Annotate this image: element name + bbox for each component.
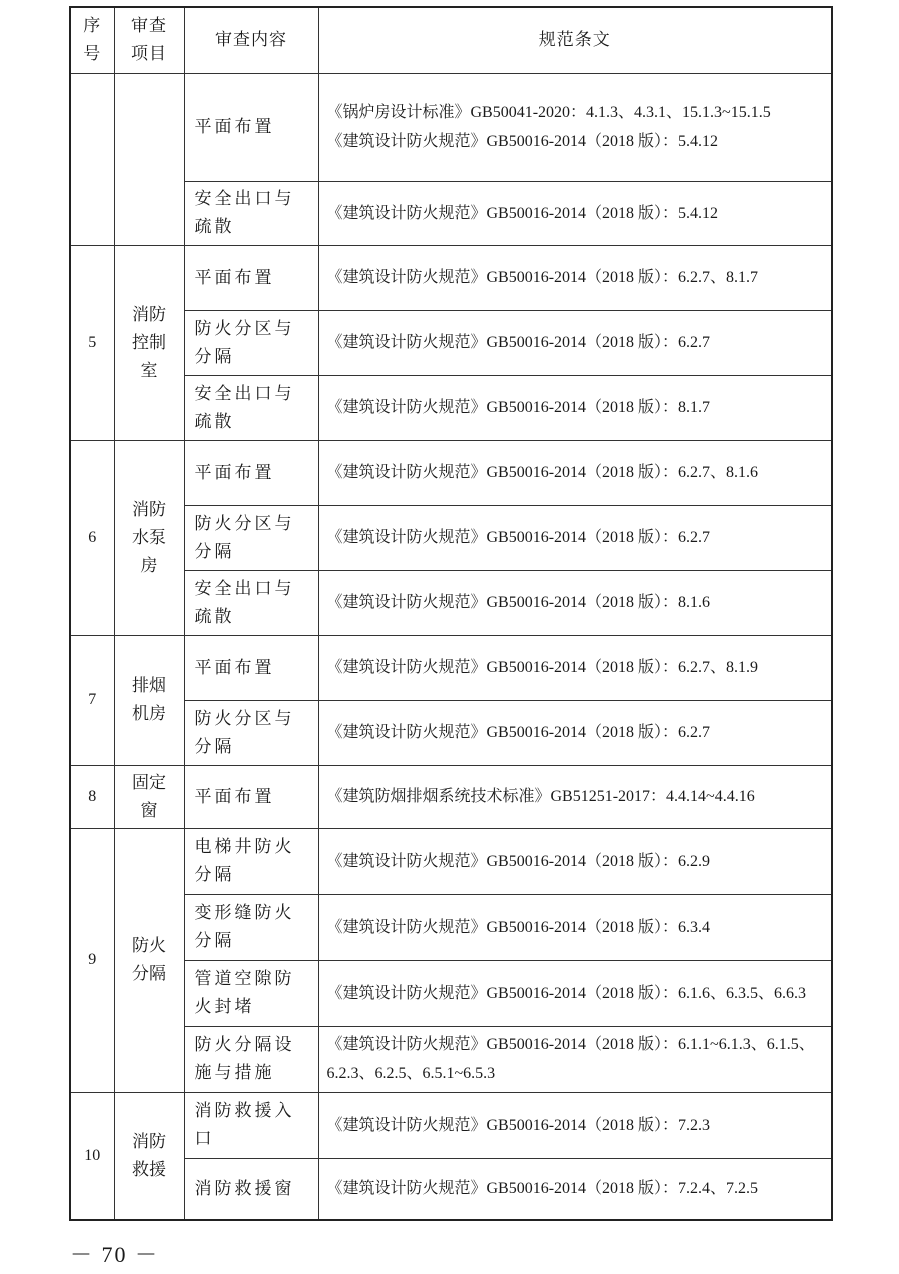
- table-row: [70, 700, 832, 765]
- row-rule: 《建筑设计防火规范》GB50016-2014（2018 版）：6.2.7、8.1.9: [318, 635, 832, 700]
- row-item: 固定窗: [114, 765, 184, 828]
- row-rule: 《建筑设计防火规范》GB50016-2014（2018 版）：6.2.7: [318, 505, 832, 570]
- table-row: [70, 960, 832, 1026]
- table-header-row: [70, 7, 832, 73]
- row-content: 防火分隔设施与措施: [184, 1026, 318, 1092]
- header-no: 序号: [70, 7, 114, 73]
- row-item: 消防水泵房: [114, 440, 184, 635]
- row-content: 管道空隙防火封堵: [184, 960, 318, 1026]
- row-content: 平面布置: [184, 440, 318, 505]
- table-row: [70, 894, 832, 960]
- table-row: [70, 570, 832, 635]
- row-content: 安全出口与疏散: [184, 570, 318, 635]
- table-row: [70, 181, 832, 245]
- row-content: 消防救援入口: [184, 1092, 318, 1158]
- table-row: [70, 375, 832, 440]
- row-rule: 《建筑设计防火规范》GB50016-2014（2018 版）：6.3.4: [318, 894, 832, 960]
- row-item: 消防救援: [114, 1092, 184, 1220]
- table-row: [70, 245, 832, 310]
- row-rule: 《建筑设计防火规范》GB50016-2014（2018 版）：7.2.3: [318, 1092, 832, 1158]
- row-rule: 《建筑设计防火规范》GB50016-2014（2018 版）：6.2.7、8.1.7: [318, 245, 832, 310]
- row-no: 9: [70, 828, 114, 1092]
- row-no: 10: [70, 1092, 114, 1220]
- row-content: 防火分区与分隔: [184, 505, 318, 570]
- row-content: 平面布置: [184, 635, 318, 700]
- table-row: [70, 828, 832, 894]
- table-row: [70, 505, 832, 570]
- spec-table: [69, 6, 833, 1221]
- row-content: 电梯井防火分隔: [184, 828, 318, 894]
- row-item: 消防控制室: [114, 245, 184, 440]
- table-row: [70, 440, 832, 505]
- row-rule: 《建筑设计防火规范》GB50016-2014（2018 版）：8.1.7: [318, 375, 832, 440]
- table-row: [70, 73, 832, 181]
- row-rule: 《建筑设计防火规范》GB50016-2014（2018 版）：6.2.7: [318, 700, 832, 765]
- row-rule: 《建筑设计防火规范》GB50016-2014（2018 版）：6.1.1~6.1.3、6.1.5、6.2.3、6.2.5、6.5.1~6.5.3: [318, 1026, 832, 1092]
- table-row: [70, 1026, 832, 1092]
- row-content: 防火分区与分隔: [184, 700, 318, 765]
- header-item: 审查项目: [114, 7, 184, 73]
- table-row: [70, 1158, 832, 1220]
- row-rule: 《建筑设计防火规范》GB50016-2014（2018 版）：6.2.7、8.1.6: [318, 440, 832, 505]
- row-content: 安全出口与疏散: [184, 375, 318, 440]
- row-no: 8: [70, 765, 114, 828]
- row-content: 平面布置: [184, 73, 318, 181]
- row-no: 5: [70, 245, 114, 440]
- row-no: [70, 73, 114, 245]
- row-no: 6: [70, 440, 114, 635]
- table-row: [70, 310, 832, 375]
- row-content: 消防救援窗: [184, 1158, 318, 1220]
- row-content: 防火分区与分隔: [184, 310, 318, 375]
- row-rule: 《建筑设计防火规范》GB50016-2014（2018 版）：8.1.6: [318, 570, 832, 635]
- row-rule: 《建筑设计防火规范》GB50016-2014（2018 版）：6.2.9: [318, 828, 832, 894]
- row-rule: 《锅炉房设计标准》GB50041-2020：4.1.3、4.3.1、15.1.3~15.1.5 《建筑设计防火规范》GB50016-2014（2018 版）：5.4.12: [318, 73, 832, 181]
- header-content: 审查内容: [184, 7, 318, 73]
- page-number: － 70 －: [70, 1242, 160, 1267]
- row-item: 防火分隔: [114, 828, 184, 1092]
- row-rule: 《建筑设计防火规范》GB50016-2014（2018 版）：5.4.12: [318, 181, 832, 245]
- row-content: 平面布置: [184, 245, 318, 310]
- row-content: 平面布置: [184, 765, 318, 828]
- table-row: [70, 1092, 832, 1158]
- row-rule: 《建筑设计防火规范》GB50016-2014（2018 版）：6.1.6、6.3.5、6.6.3: [318, 960, 832, 1026]
- row-item: [114, 73, 184, 245]
- row-rule: 《建筑防烟排烟系统技术标准》GB51251-2017：4.4.14~4.4.16: [318, 765, 832, 828]
- row-rule: 《建筑设计防火规范》GB50016-2014（2018 版）：7.2.4、7.2.5: [318, 1158, 832, 1220]
- row-content: 变形缝防火分隔: [184, 894, 318, 960]
- row-rule: 《建筑设计防火规范》GB50016-2014（2018 版）：6.2.7: [318, 310, 832, 375]
- row-content: 安全出口与疏散: [184, 181, 318, 245]
- table-row: [70, 635, 832, 700]
- header-rule: 规范条文: [318, 7, 832, 73]
- row-item: 排烟机房: [114, 635, 184, 765]
- row-no: 7: [70, 635, 114, 765]
- table-row: [70, 765, 832, 828]
